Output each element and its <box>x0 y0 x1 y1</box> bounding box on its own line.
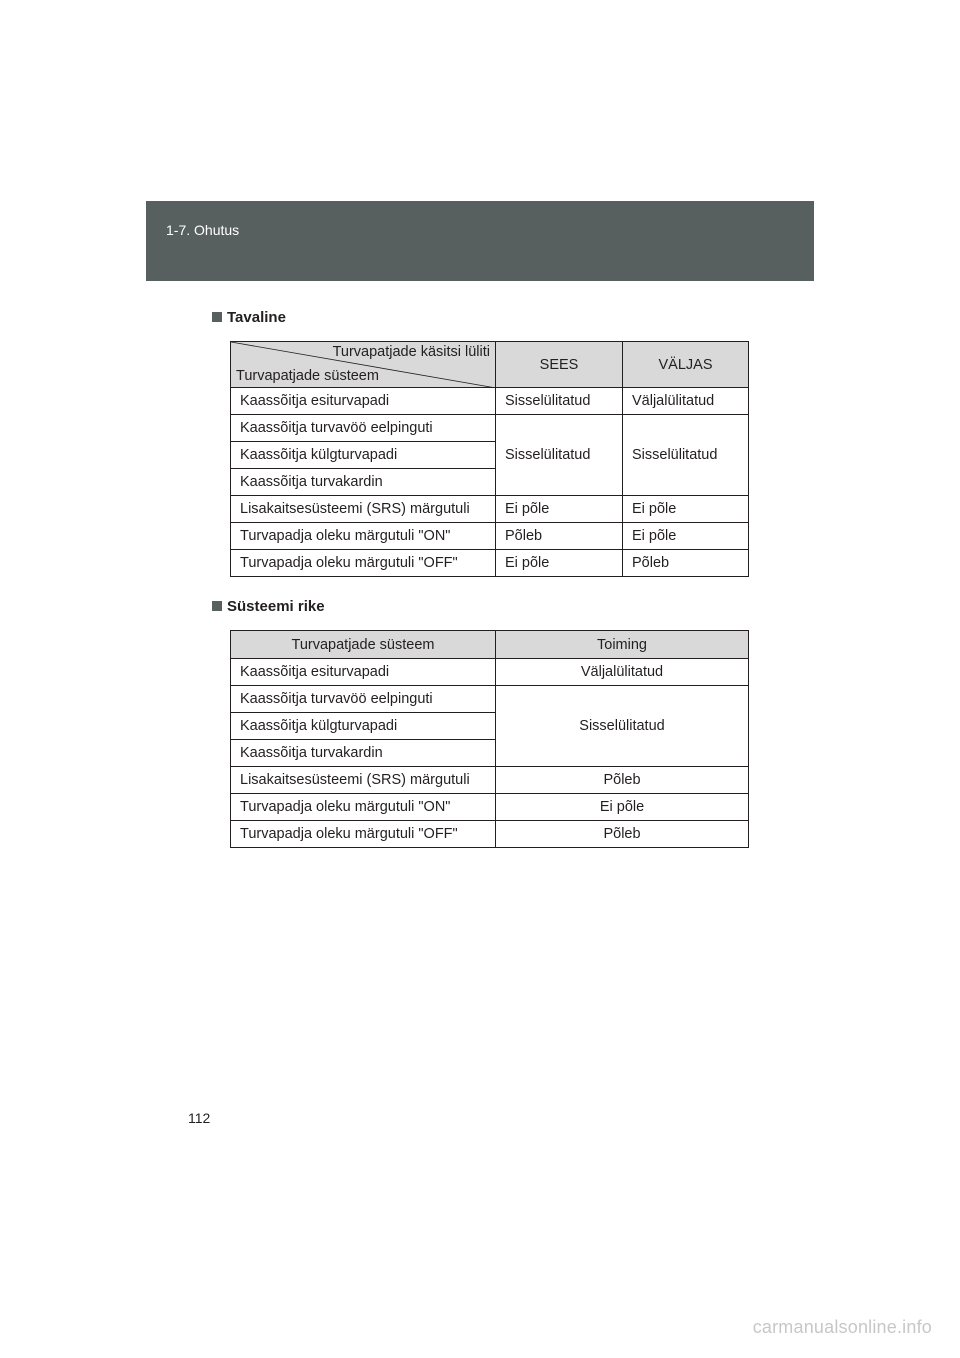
row-label: Lisakaitsesüsteemi (SRS) märgutuli <box>231 496 496 523</box>
header-action: Toiming <box>496 631 749 659</box>
table-row <box>231 496 749 523</box>
cell-action: Põleb <box>496 767 749 794</box>
cell-action: Sisselülitatud <box>496 686 749 767</box>
header-on: SEES <box>496 342 623 388</box>
row-label: Kaassõitja külgturvapadi <box>231 713 496 740</box>
cell-action: Väljalülitatud <box>496 659 749 686</box>
cell-off: Põleb <box>623 550 749 577</box>
chapter-header-band <box>146 201 814 281</box>
table-header-row <box>231 631 749 659</box>
table-row <box>231 388 749 415</box>
table-row <box>231 821 749 848</box>
row-label: Kaassõitja esiturvapadi <box>231 659 496 686</box>
table-row <box>231 523 749 550</box>
table-row <box>231 767 749 794</box>
row-label: Turvapadja oleku märgutuli "ON" <box>231 794 496 821</box>
row-label: Kaassõitja turvakardin <box>231 469 496 496</box>
heading-normal-text: Tavaline <box>227 309 286 326</box>
watermark: carmanualsonline.info <box>752 1317 932 1337</box>
square-bullet-icon <box>212 312 222 322</box>
heading-failure-text: Süsteemi rike <box>227 598 325 615</box>
cell-on: Sisselülitatud <box>496 388 623 415</box>
corner-header-cell <box>231 342 496 388</box>
row-label: Turvapadja oleku märgutuli "OFF" <box>231 550 496 577</box>
cell-on: Ei põle <box>496 496 623 523</box>
row-label: Kaassõitja turvavöö eelpinguti <box>231 686 496 713</box>
row-label: Kaassõitja külgturvapadi <box>231 442 496 469</box>
table-row <box>231 686 749 713</box>
header-system: Turvapatjade süsteem <box>231 631 496 659</box>
heading-failure <box>212 598 325 615</box>
cell-on: Põleb <box>496 523 623 550</box>
cell-on: Sisselülitatud <box>496 415 623 496</box>
corner-bottom-label: Turvapatjade süsteem <box>236 368 379 384</box>
cell-on: Ei põle <box>496 550 623 577</box>
cell-off: Ei põle <box>623 523 749 550</box>
row-label: Lisakaitsesüsteemi (SRS) märgutuli <box>231 767 496 794</box>
header-off: VÄLJAS <box>623 342 749 388</box>
page-number: 112 <box>188 1110 211 1126</box>
row-label: Turvapadja oleku märgutuli "OFF" <box>231 821 496 848</box>
section-title: 1-7. Ohutus <box>166 222 240 238</box>
row-label: Kaassõitja esiturvapadi <box>231 388 496 415</box>
table-row <box>231 550 749 577</box>
cell-action: Ei põle <box>496 794 749 821</box>
failure-table <box>230 630 749 848</box>
row-label: Kaassõitja turvavöö eelpinguti <box>231 415 496 442</box>
cell-action: Põleb <box>496 821 749 848</box>
cell-off: Väljalülitatud <box>623 388 749 415</box>
table-header-row <box>231 342 749 388</box>
heading-normal <box>212 309 286 326</box>
table-row <box>231 659 749 686</box>
cell-off: Ei põle <box>623 496 749 523</box>
table-row <box>231 415 749 442</box>
normal-table <box>230 341 749 577</box>
table-row <box>231 794 749 821</box>
row-label: Turvapadja oleku märgutuli "ON" <box>231 523 496 550</box>
corner-top-label: Turvapatjade käsitsi lüliti <box>332 344 490 360</box>
cell-off: Sisselülitatud <box>623 415 749 496</box>
square-bullet-icon <box>212 601 222 611</box>
row-label: Kaassõitja turvakardin <box>231 740 496 767</box>
